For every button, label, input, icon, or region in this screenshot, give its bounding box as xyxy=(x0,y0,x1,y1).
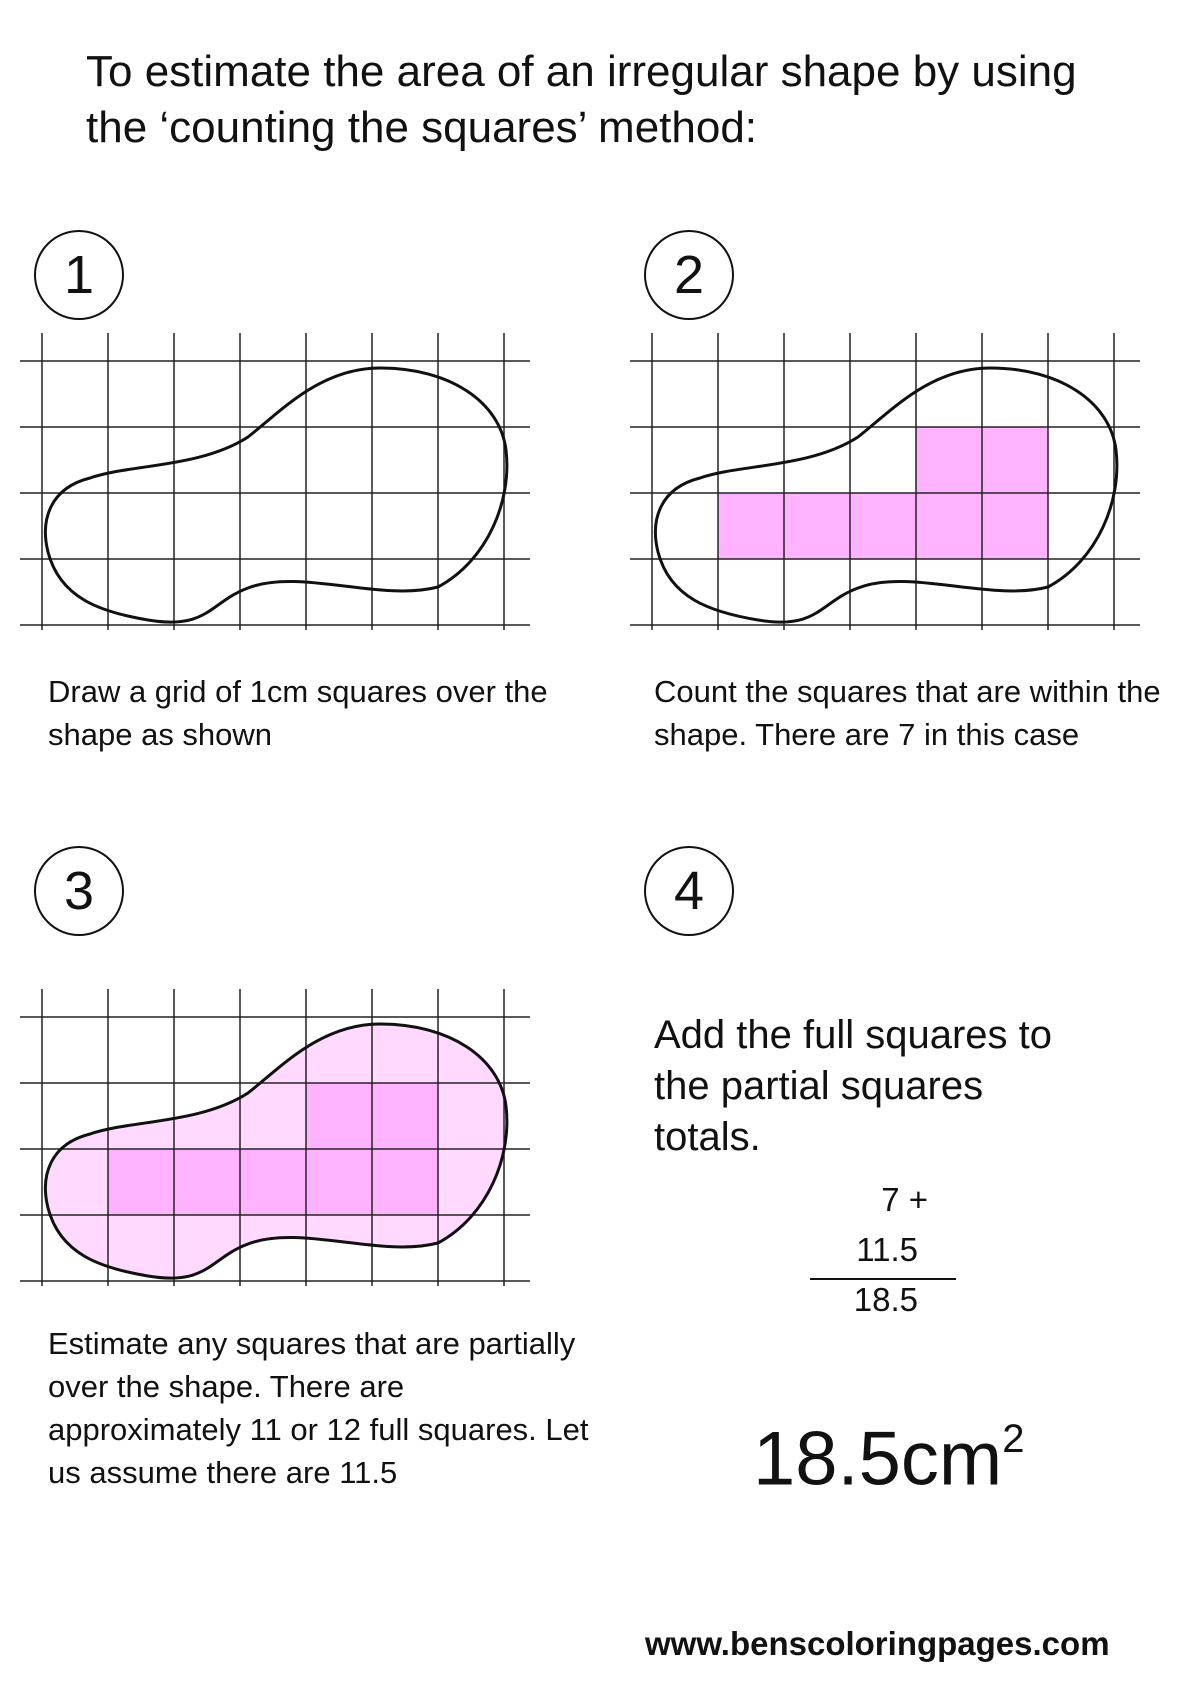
full-square xyxy=(718,493,784,559)
full-square xyxy=(372,1149,438,1215)
sum-total: 18.5 xyxy=(853,1281,918,1318)
full-square xyxy=(174,1149,240,1215)
step-2-badge xyxy=(644,230,734,320)
full-square xyxy=(306,1083,372,1149)
final-result xyxy=(753,1400,1024,1504)
full-square xyxy=(108,1149,174,1215)
result-value: 18.5cm xyxy=(753,1416,1003,1502)
full-square xyxy=(982,427,1048,493)
grid xyxy=(20,333,530,630)
full-square xyxy=(850,493,916,559)
grid xyxy=(630,333,1140,630)
website-url[interactable]: www.benscoloringpages.com xyxy=(645,1625,1110,1662)
result-exponent: 2 xyxy=(1002,1417,1025,1461)
step-4-caption: Add the full squares to the partial squares totals. xyxy=(654,1013,1053,1159)
full-square xyxy=(240,1149,306,1215)
step-1-number: 1 xyxy=(63,245,95,305)
step-2-caption: Count the squares that are within the shape. There are 7 in this case xyxy=(654,674,1161,752)
step-3-badge xyxy=(34,846,124,936)
step-3-caption: Estimate any squares that are partially over the shape. There are approximately 11 or 12 full squares. Let us assume there are 11.5 xyxy=(48,1326,589,1490)
full-square xyxy=(982,493,1048,559)
step-2-number: 2 xyxy=(673,245,705,305)
step-3-diagram xyxy=(20,996,530,1286)
sum-addend-2: 11.5 xyxy=(856,1231,918,1268)
full-square xyxy=(784,493,850,559)
full-square xyxy=(916,427,982,493)
page-title: To estimate the area of an irregular shape by using the ‘counting the squares’ method: xyxy=(86,47,1077,152)
step-2-diagram xyxy=(630,340,1140,630)
full-square xyxy=(306,1149,372,1215)
sum-addend-1: 7 + xyxy=(881,1181,928,1218)
sum-divider-line xyxy=(810,1278,956,1280)
full-square xyxy=(372,1083,438,1149)
step-3-number: 3 xyxy=(63,861,95,921)
step-1-badge xyxy=(34,230,124,320)
step-4-badge xyxy=(644,846,734,936)
step-4-number: 4 xyxy=(673,861,705,921)
step-1-diagram xyxy=(20,340,530,630)
full-square xyxy=(916,493,982,559)
addition-sum xyxy=(810,1175,960,1325)
step-1-caption: Draw a grid of 1cm squares over the shape as shown xyxy=(48,674,548,752)
